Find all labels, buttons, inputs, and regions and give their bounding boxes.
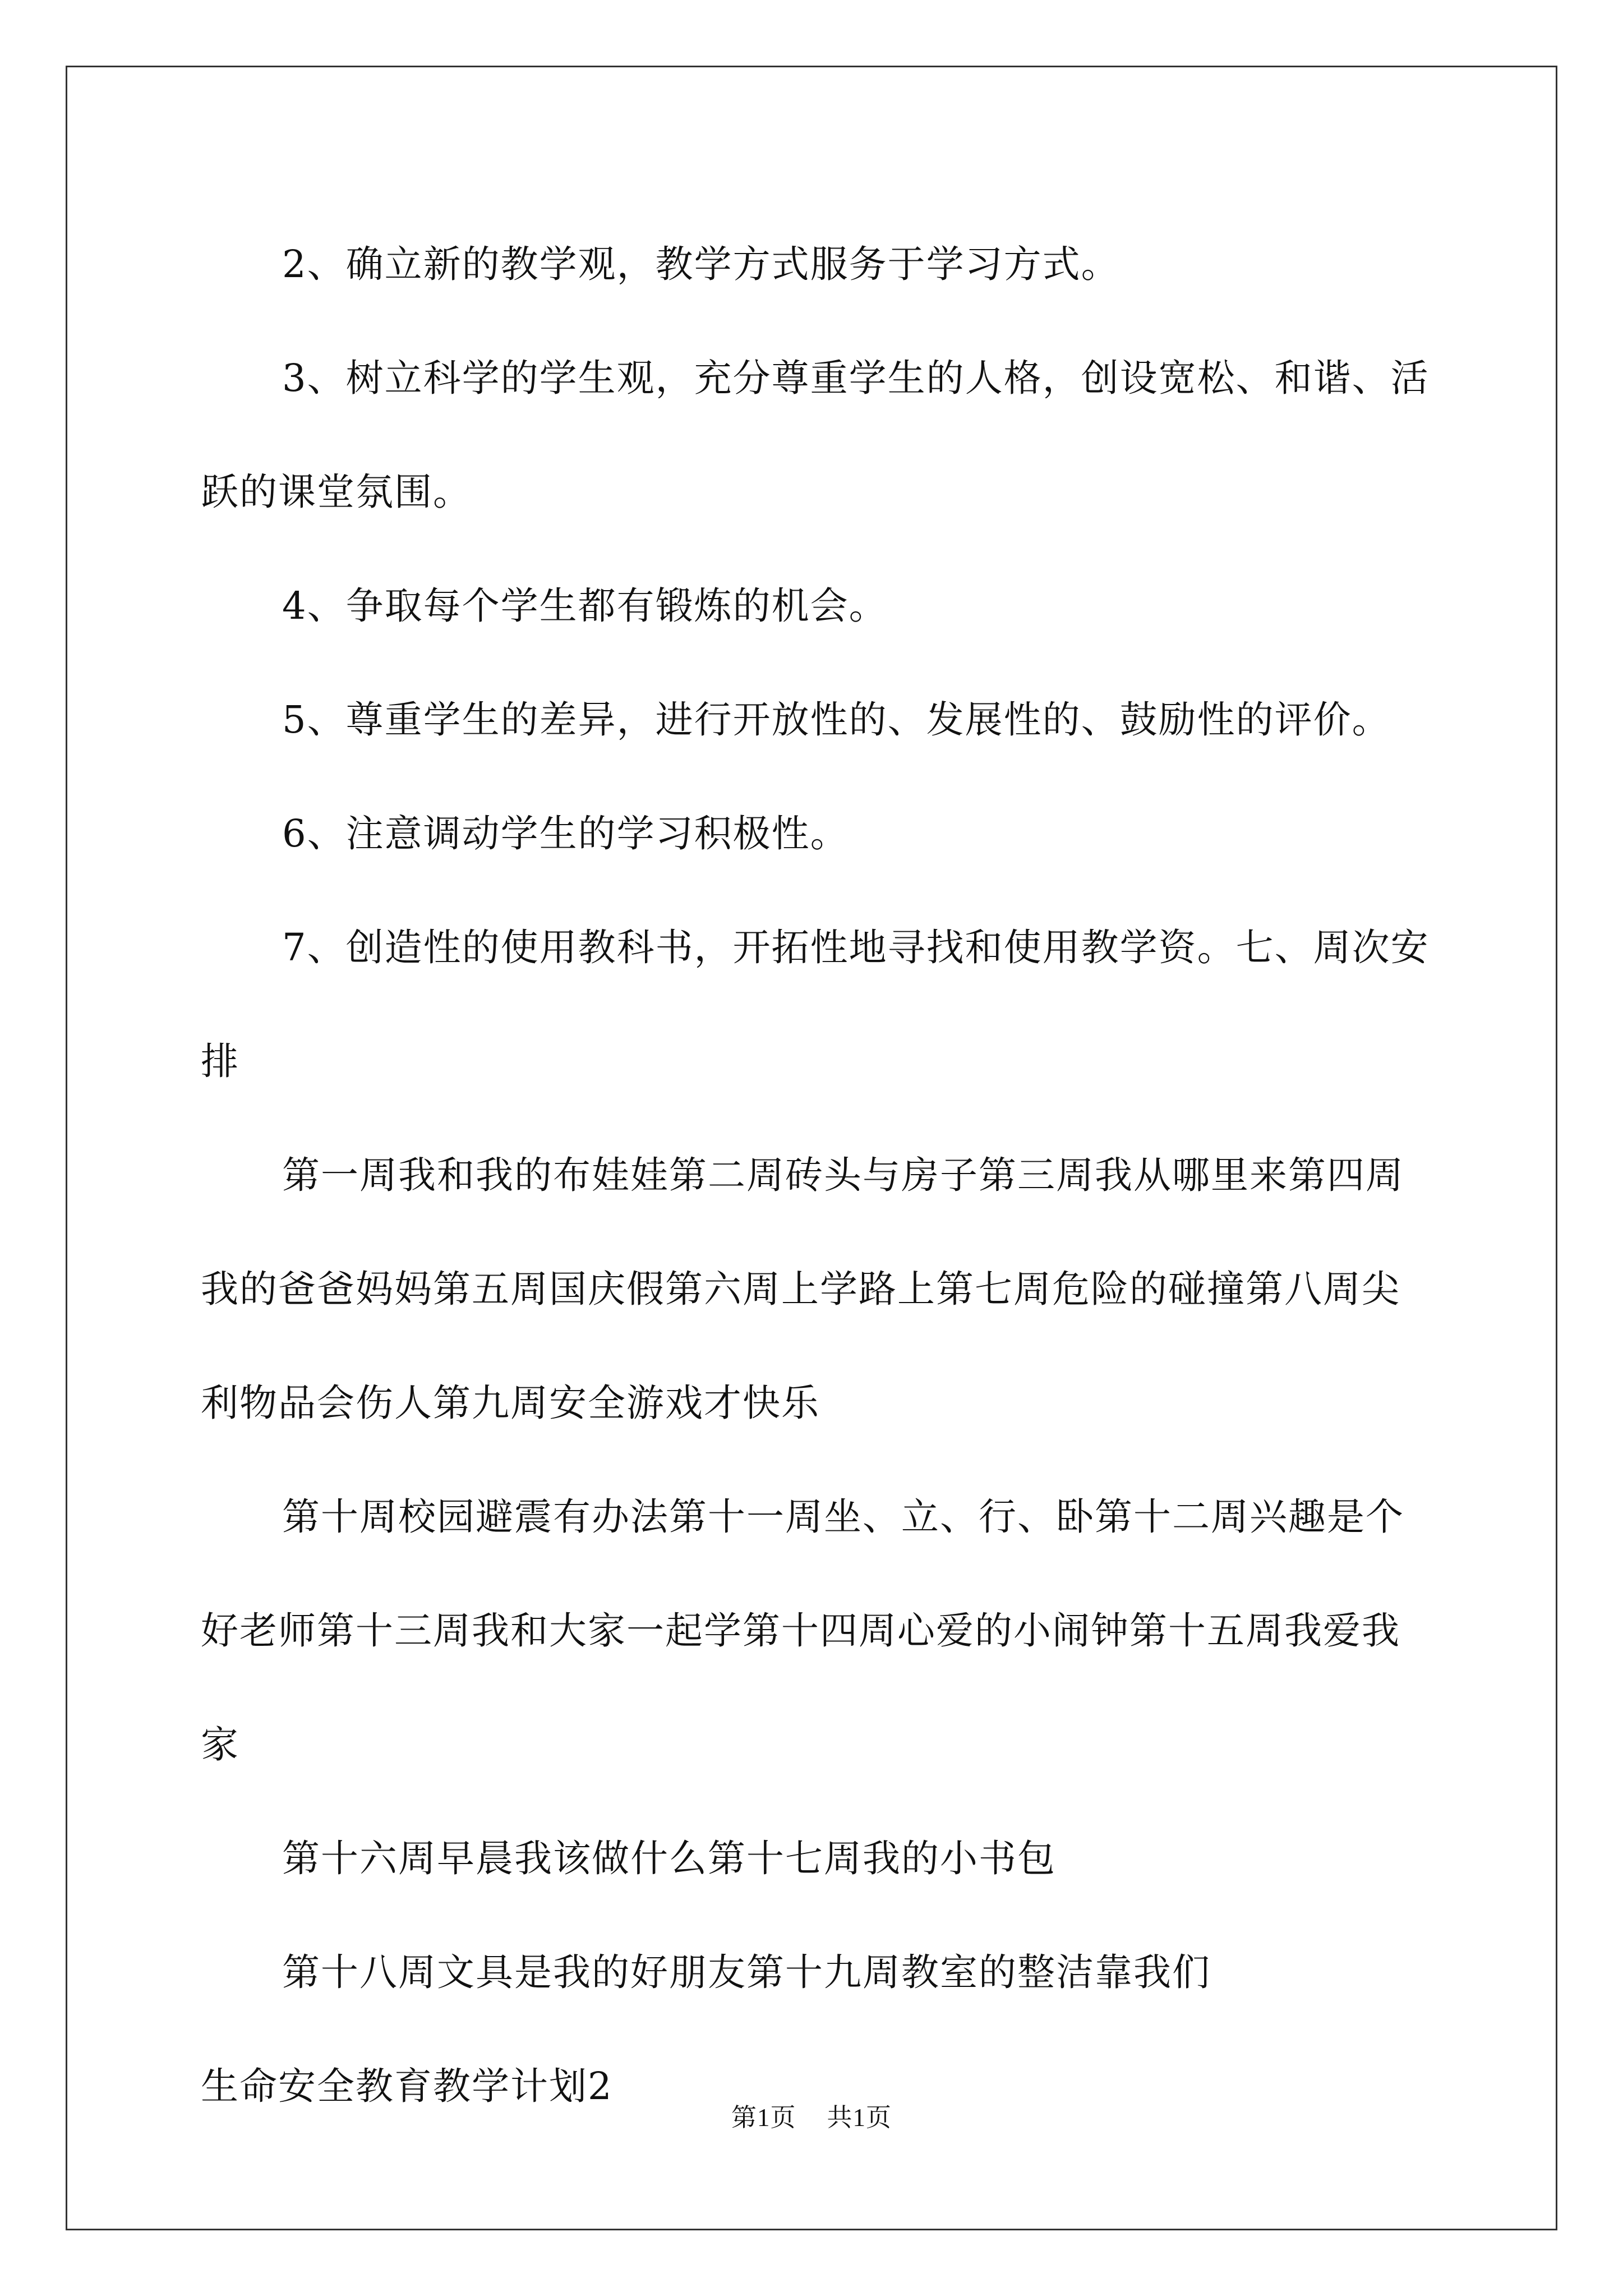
section-title: 生命安全教育教学计划2 bbox=[201, 2064, 613, 2108]
paragraph-item-7: 7、创造性的使用教科书，开拓性地寻找和使用教学资。七、周次安排 bbox=[201, 926, 1430, 1083]
page-footer bbox=[0, 2097, 1623, 2133]
paragraph-item-6: 6、注意调动学生的学习积极性。 bbox=[282, 812, 849, 855]
paragraph-weeks-10-15: 第十周校园避震有办法第十一周坐、立、行、卧第十二周兴趣是个好老师第十三周我和大家一起学第十四周心爱的小闹钟第十五周我爱我家 bbox=[201, 1495, 1404, 1766]
paragraph-item-3: 3、树立科学的学生观，充分尊重学生的人格，创设宽松、和谐、活跃的课堂氛围。 bbox=[201, 356, 1430, 514]
paragraph-weeks-16-17: 第十六周早晨我该做什么第十七周我的小书包 bbox=[282, 1837, 1056, 1880]
paragraph-item-4: 4、争取每个学生都有锻炼的机会。 bbox=[282, 584, 888, 628]
paragraph-weeks-18-19: 第十八周文具是我的好朋友第十九周教室的整洁靠我们 bbox=[282, 1950, 1211, 1994]
page-number: 第1页 bbox=[731, 2104, 796, 2132]
page-total: 共1页 bbox=[827, 2104, 892, 2132]
paragraph-item-5: 5、尊重学生的差异，进行开放性的、发展性的、鼓励性的评价。 bbox=[282, 698, 1391, 742]
paragraph-item-2: 2、确立新的教学观，教学方式服务于学习方式。 bbox=[282, 242, 1120, 286]
document-body bbox=[201, 208, 1435, 2143]
paragraph-weeks-1-9: 第一周我和我的布娃娃第二周砖头与房子第三周我从哪里来第四周我的爸爸妈妈第五周国庆假第六周上学路上第七周危险的碰撞第八周尖利物品会伤人第九周安全游戏才快乐 bbox=[201, 1153, 1404, 1425]
